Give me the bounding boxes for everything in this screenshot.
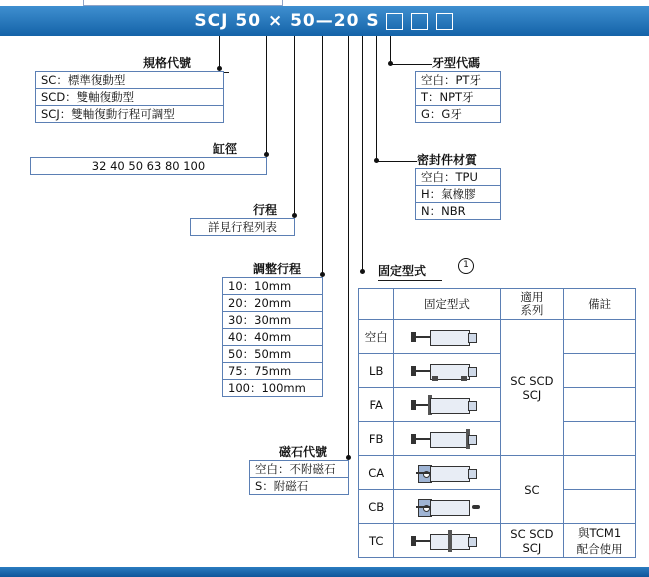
bore-values-box xyxy=(30,157,267,175)
mounting-series-tc xyxy=(500,524,564,558)
seal-title: 密封件材質 xyxy=(417,151,499,170)
mounting-code: FB xyxy=(359,422,394,456)
adjust-stroke-list xyxy=(222,277,323,397)
thread-connector xyxy=(390,64,432,65)
stroke-values-box xyxy=(190,218,295,236)
table-header-series-line1: 適用 xyxy=(520,290,544,304)
mounting-type-table xyxy=(358,288,636,558)
cylinder-trunnion-icon xyxy=(394,524,500,558)
cylinder-basic-icon xyxy=(394,320,500,354)
stroke-title: 行程 xyxy=(253,201,291,220)
bore-title: 缸徑 xyxy=(213,140,263,159)
mounting-series-group-ca xyxy=(500,456,564,524)
list-item: SC：標準復動型 xyxy=(36,72,223,89)
mounting-remark-tc xyxy=(564,524,636,558)
mounting-remark-tc-line2: 配合使用 xyxy=(576,541,623,556)
table-header-series xyxy=(500,289,564,320)
list-item: 空白：不附磁石 xyxy=(250,461,348,478)
code-empty-box-2 xyxy=(411,13,428,30)
cylinder-front-flange-icon xyxy=(394,388,500,422)
list-item: N：NBR xyxy=(421,204,466,218)
footnote-marker-1: 1 xyxy=(458,258,474,274)
table-row xyxy=(359,388,636,422)
list-item: SCJ：雙軸復動行程可調型 xyxy=(41,107,175,121)
product-code-banner xyxy=(0,6,649,36)
spec-code-list xyxy=(35,71,224,123)
list-item: 20：20mm xyxy=(223,295,322,312)
mounting-title: 固定型式 xyxy=(378,262,442,281)
mounting-series-ca: SC xyxy=(524,482,540,497)
mounting-remark-tc-line1: 與TCM1 xyxy=(578,525,622,540)
spec-code-title: 規格代號 xyxy=(143,54,229,73)
table-row xyxy=(359,320,636,354)
table-row xyxy=(359,422,636,456)
table-row xyxy=(359,354,636,388)
product-code-value: SCJ 50 × 50—20 S xyxy=(194,11,380,31)
seal-list xyxy=(415,168,501,220)
table-header-code xyxy=(359,289,394,320)
cylinder-clevis-icon xyxy=(394,456,500,490)
list-item: T：NPT牙 xyxy=(416,89,500,106)
list-item: G：G牙 xyxy=(421,107,462,121)
mounting-title-wrap xyxy=(378,262,442,281)
magnet-list xyxy=(249,460,349,495)
stroke-values: 詳見行程列表 xyxy=(208,220,277,234)
list-item: 空白：PT牙 xyxy=(416,72,500,89)
magnet-title: 磁石代號 xyxy=(279,443,343,462)
bottom-accent-bar xyxy=(0,567,649,577)
leader-line-stroke xyxy=(294,36,295,216)
mounting-remark xyxy=(564,388,636,422)
mounting-remark xyxy=(564,456,636,490)
thread-title: 牙型代碼 xyxy=(432,54,498,73)
leader-line-thread xyxy=(390,36,391,64)
mounting-code: LB xyxy=(359,354,394,388)
cylinder-clevis-pin-icon xyxy=(394,490,500,524)
bore-values: 32 40 50 63 80 100 xyxy=(91,159,206,173)
product-code-text xyxy=(194,11,454,31)
mounting-code: 空白 xyxy=(359,320,394,354)
table-row xyxy=(359,456,636,490)
mounting-dot xyxy=(360,269,365,274)
mounting-code: FA xyxy=(359,388,394,422)
mounting-code: CA xyxy=(359,456,394,490)
list-item: 100：100mm xyxy=(228,381,306,395)
cylinder-foot-icon xyxy=(394,354,500,388)
leader-line-magnet xyxy=(348,36,349,458)
list-item: 40：40mm xyxy=(223,329,322,346)
list-item: 75：75mm xyxy=(223,363,322,380)
mounting-remark xyxy=(564,490,636,524)
table-header-mounting: 固定型式 xyxy=(394,289,500,320)
list-item: S：附磁石 xyxy=(255,479,309,493)
table-header-remark: 備註 xyxy=(564,289,636,320)
cylinder-rear-flange-icon xyxy=(394,422,500,456)
list-item: SCD：雙軸復動型 xyxy=(36,89,223,106)
mounting-code: TC xyxy=(359,524,394,558)
thread-list xyxy=(415,71,501,123)
mounting-series-tc-line1: SC SCD xyxy=(510,526,554,541)
list-item: 30：30mm xyxy=(223,312,322,329)
mounting-remark xyxy=(564,320,636,354)
leader-line-seal xyxy=(376,36,377,161)
code-empty-box-3 xyxy=(436,13,453,30)
mounting-series-group-top xyxy=(500,320,564,456)
list-item: 空白：TPU xyxy=(416,169,500,186)
mounting-remark xyxy=(564,422,636,456)
leader-line-mount xyxy=(362,36,363,272)
seal-connector xyxy=(376,161,417,162)
mounting-code: CB xyxy=(359,490,394,524)
leader-line-bore xyxy=(266,36,267,155)
mounting-series-top: SC SCD SCJ xyxy=(510,373,554,402)
table-header-row xyxy=(359,289,636,320)
table-row xyxy=(359,490,636,524)
table-header-series-line2: 系列 xyxy=(520,303,544,317)
list-item: 10：10mm xyxy=(223,278,322,295)
adjust-stroke-title: 調整行程 xyxy=(253,260,317,279)
leader-line-adjust xyxy=(322,36,323,275)
mounting-series-tc-line2: SCJ xyxy=(522,540,542,555)
table-row xyxy=(359,524,636,558)
code-empty-box-1 xyxy=(386,13,403,30)
list-item: H：氣橡膠 xyxy=(416,186,500,203)
mounting-remark xyxy=(564,354,636,388)
list-item: 50：50mm xyxy=(223,346,322,363)
